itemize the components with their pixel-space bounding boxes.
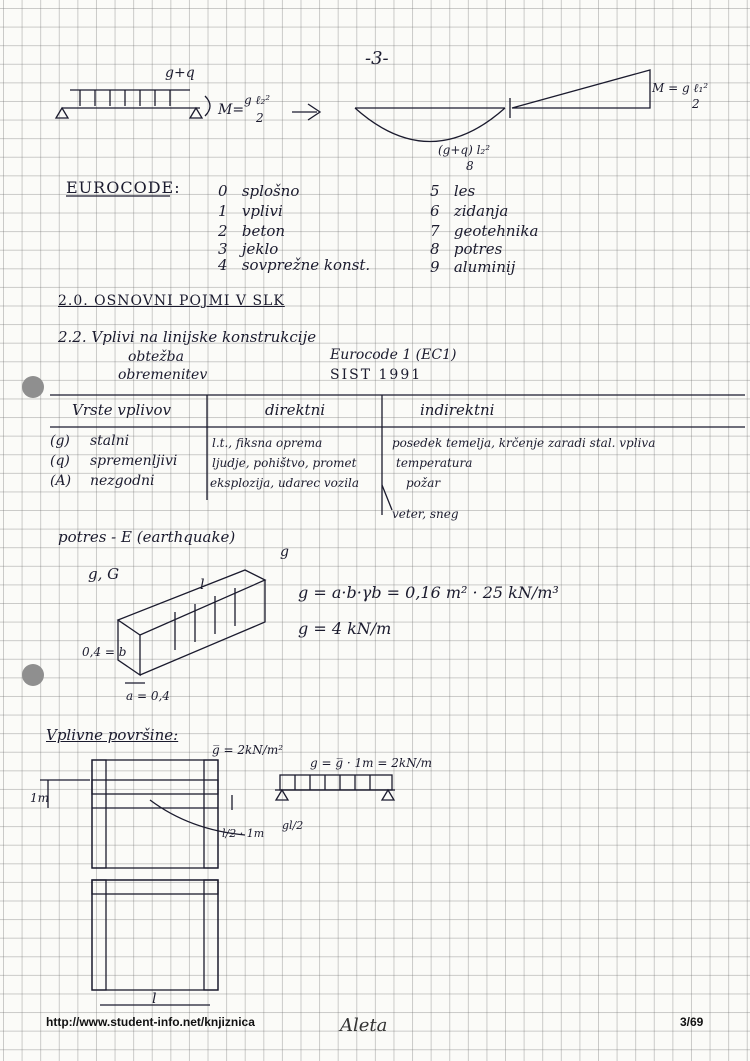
row-type: spremenljivi [90,453,178,469]
potres-g-label: g, G [88,565,120,583]
sist-label: SIST 1991 [330,367,423,383]
parabola-denominator: 8 [466,159,474,173]
row-indirect: posedek temelja, krčenje zaradi stal. vpliva [392,436,656,450]
table-header: Vrste vplivov [72,401,172,419]
parabola-label: (g+q) l₂² [438,143,491,157]
dim-b-label: 0,4 = b [82,645,127,659]
row-type: stalni [90,433,130,449]
eurocode-heading: EUROCODE: [66,178,181,197]
list-item: 0 splošno [218,182,300,200]
list-item: 8 potres [430,240,503,258]
section-2-2-heading: 2.2. Vplivi na linijske konstrukcije [58,328,317,346]
page-number-top: -3- [365,48,389,69]
list-item: 6 zidanja [430,202,509,220]
potres-heading: potres - E (earthquake) [58,528,236,546]
row-type: nezgodni [90,473,155,489]
footer-page-number: 3/69 [680,1015,704,1029]
moment-left-denominator: 2 [256,111,264,125]
ec1-label: Eurocode 1 (EC1) [330,347,457,363]
dim-a-label: a = 0,4 [126,689,170,703]
table-header: indirektni [420,401,495,419]
self-weight-result: g = 4 kN/m [298,619,392,638]
table-note: veter, sneg [392,507,459,521]
moment-left-label: M= [218,102,245,118]
list-item: 5 les [430,182,476,200]
row-direct: l.t., fiksna oprema [212,436,323,450]
beam-load-label: g [280,544,289,560]
section-2-0-heading: 2.0. OSNOVNI POJMI V SLK [58,293,285,309]
list-item: 9 aluminij [430,258,516,276]
list-item: 4 sovprežne konst. [218,256,371,274]
simple-beam-sketch [275,775,395,800]
self-weight-equation: g = a·b·γb = 0,16 m² · 25 kN/m³ [298,583,559,602]
moment-right-denominator: 2 [692,97,700,111]
dim-l2-label: l/2 · 1m [222,827,265,840]
dim-1m-label: 1m [30,791,50,805]
notebook-brand-logo: Aleta [340,1015,388,1036]
row-indirect: požar [406,476,441,490]
list-item: 1 vplivi [218,202,283,220]
beam-3d-sketch [118,570,265,683]
load-label: g+q [165,65,195,81]
moment-right-label: M = g ℓ₁² [652,81,709,95]
floor-plan-sketch [40,760,245,1005]
list-item: 2 beton [218,222,286,240]
row-code: (q) [50,453,70,469]
line-load-equation: g = g̅ · 1m = 2kN/m [310,756,433,770]
beam-length-label: l [200,577,205,593]
area-load-label: g̅ = 2kN/m² [212,743,284,757]
row-indirect: temperatura [396,456,473,470]
moment-left-numerator: g ℓ₂² [244,93,271,107]
row-direct: ljudje, pohištvo, promet [212,456,357,470]
dim-bottom-label: l [152,991,157,1007]
reaction-label: gl/2 [282,819,304,832]
top-beam-diagram [56,70,650,142]
table-header: direktni [265,401,326,419]
obremenitev-label: obremenitev [118,367,208,383]
list-item: 3 jeklo [218,240,279,258]
row-code: (A) [50,473,72,489]
footer-url: http://www.student-info.net/knjiznica [46,1015,255,1029]
row-direct: eksplozija, udarec vozila [210,476,360,490]
row-code: (g) [50,433,70,449]
obtezba-label: obtežba [128,349,184,365]
list-item: 7 geotehnika [430,222,539,240]
vplivne-heading: Vplivne površine: [46,726,179,744]
